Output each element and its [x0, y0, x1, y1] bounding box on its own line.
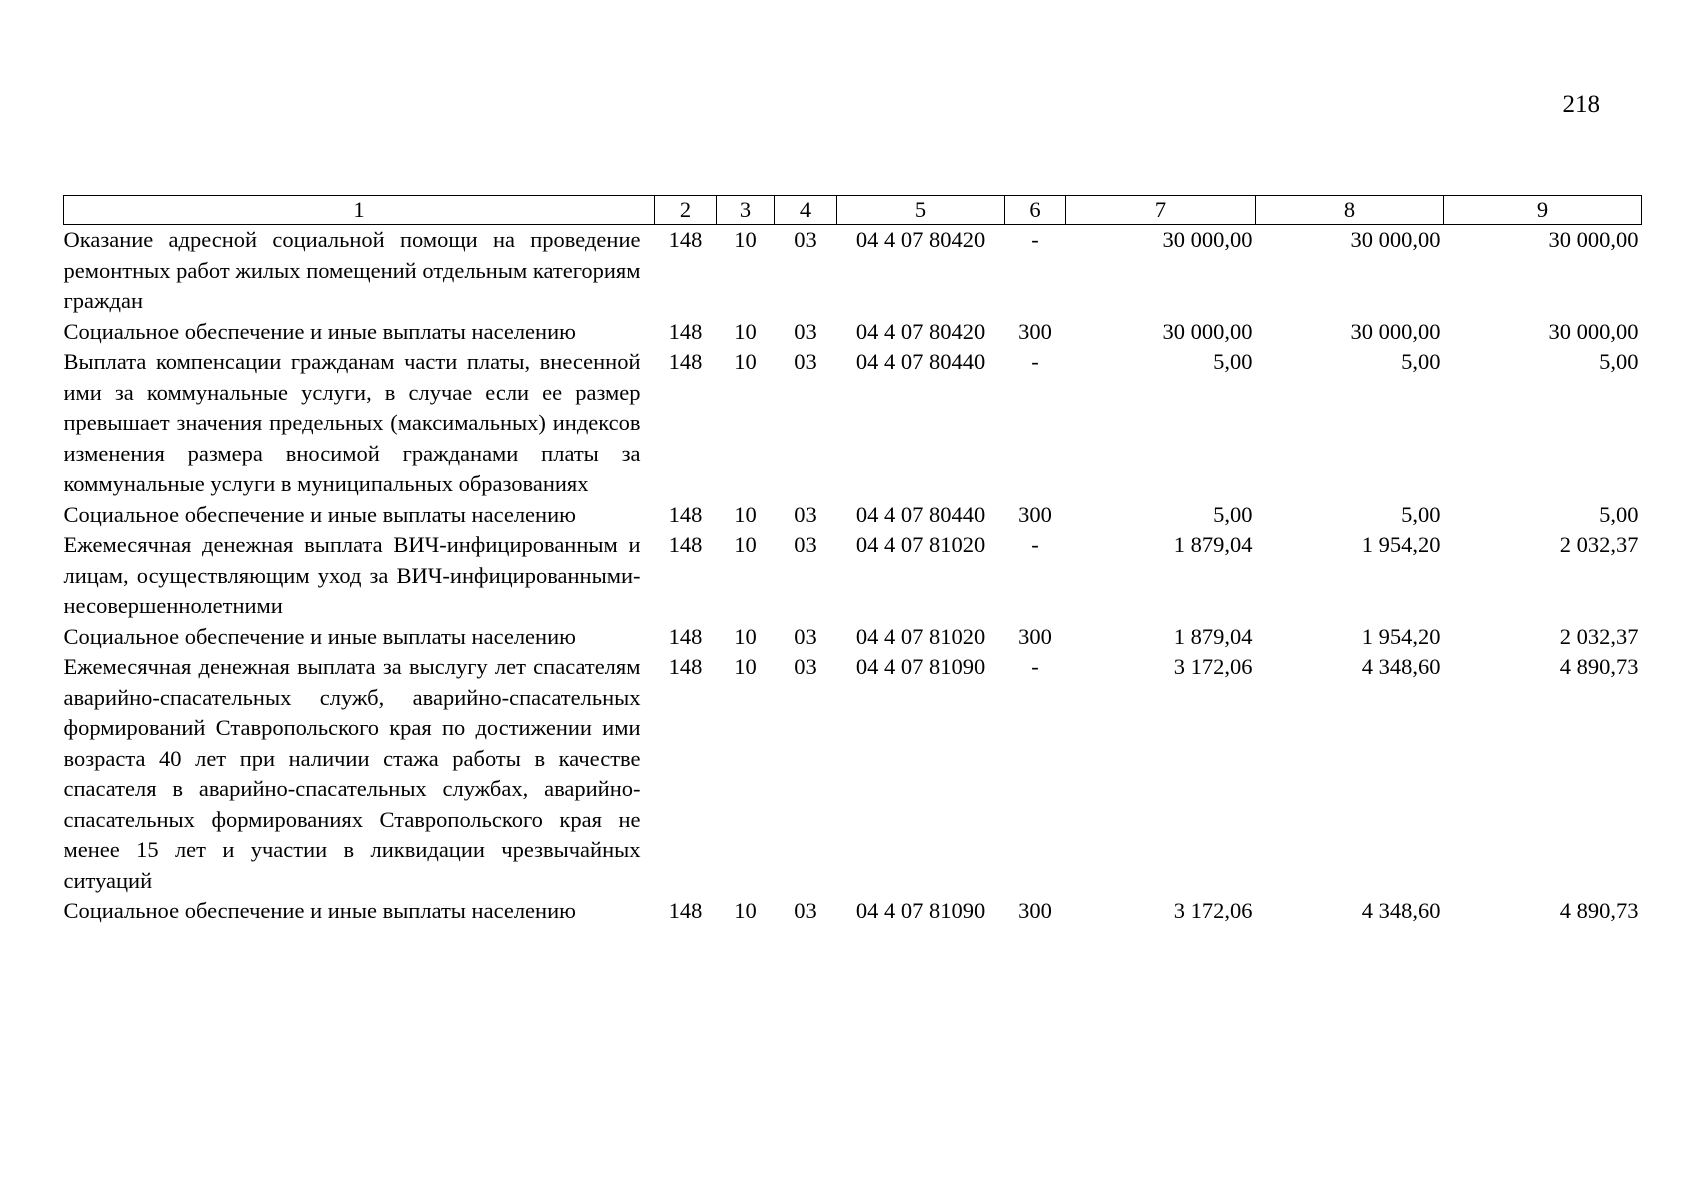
amount-col9: 30 000,00: [1548, 227, 1639, 252]
table-row: [64, 530, 1642, 622]
expense-name: Социальное обеспечение и иные выплаты населению: [63, 501, 576, 527]
amount-col8: 5,00: [1401, 501, 1441, 527]
table-row: [64, 225, 1642, 317]
column-header-2: 2: [655, 196, 717, 225]
amount-col9: 2 032,37: [1559, 623, 1639, 649]
amount-col8: 1 954,20: [1361, 532, 1441, 557]
section-code: 10: [734, 318, 757, 344]
ministry-code: 148: [668, 654, 703, 679]
amount-col8: 30 000,00: [1350, 227, 1441, 252]
section-code: 10: [734, 501, 757, 527]
amount-col9: 4 890,73: [1559, 898, 1639, 923]
ministry-code: 148: [668, 532, 703, 557]
column-header-4: 4: [775, 196, 837, 225]
column-header-8: 8: [1256, 196, 1444, 225]
subsection-code: 03: [794, 501, 817, 527]
amount-col7: 1 879,04: [1173, 623, 1253, 649]
expense-type-code: -: [1031, 654, 1039, 679]
section-code: 10: [734, 532, 757, 557]
amount-col9: 5,00: [1599, 501, 1639, 527]
expense-name: Социальное обеспечение и иные выплаты населению: [63, 623, 576, 649]
target-article-code: 04 4 07 81090: [855, 898, 986, 923]
section-code: 10: [734, 349, 757, 374]
ministry-code: 148: [668, 898, 703, 923]
table-row: [64, 500, 1642, 531]
table-row: [64, 652, 1642, 896]
amount-col9: 4 890,73: [1559, 654, 1639, 679]
expense-name: Выплата компенсации гражданам части платы, внесенной ими за коммунальные услуги, в случае если ее размер превышает значения предельных (максимальных) индексов изменения размера вносимой гражданами платы за коммунальные услуги в муниципальных образованиях: [63, 349, 641, 496]
ministry-code: 148: [668, 318, 703, 344]
expense-type-code: -: [1031, 532, 1039, 557]
target-article-code: 04 4 07 81020: [855, 532, 986, 557]
subsection-code: 03: [794, 532, 817, 557]
expense-type-code: -: [1031, 349, 1039, 374]
expense-name: Оказание адресной социальной помощи на проведение ремонтных работ жилых помещений отдельным категориям граждан: [63, 227, 641, 313]
column-header-5: 5: [837, 196, 1005, 225]
expense-type-code: 300: [1018, 898, 1052, 923]
column-header-6: 6: [1005, 196, 1066, 225]
section-code: 10: [734, 227, 757, 252]
expense-name: Социальное обеспечение и иные выплаты населению: [63, 898, 576, 923]
target-article-code: 04 4 07 80420: [855, 227, 986, 252]
target-article-code: 04 4 07 81090: [855, 654, 986, 679]
column-header-9: 9: [1444, 196, 1642, 225]
table-row: [64, 347, 1642, 500]
amount-col7: 5,00: [1213, 349, 1253, 374]
section-code: 10: [734, 654, 757, 679]
table-row: [64, 896, 1642, 927]
amount-col7: 3 172,06: [1173, 654, 1253, 679]
section-code: 10: [734, 898, 757, 923]
target-article-code: 04 4 07 80440: [855, 501, 986, 527]
expense-type-code: 300: [1018, 501, 1052, 527]
ministry-code: 148: [668, 349, 703, 374]
amount-col8: 1 954,20: [1361, 623, 1441, 649]
budget-table: [63, 195, 1642, 927]
amount-col7: 30 000,00: [1162, 318, 1253, 344]
amount-col9: 5,00: [1599, 349, 1639, 374]
subsection-code: 03: [794, 623, 817, 649]
expense-name: Ежемесячная денежная выплата за выслугу лет спасателям аварийно-спасательных служб, аварийно-спасательных формирований Ставропольского края по достижении ими возраста 40 лет при наличии стажа работы в качестве спасателя в аварийно-спасательных службах, аварийно-спасательных формированиях Ставропольского края не менее 15 лет и участии в ликвидации чрезвычайных ситуаций: [63, 654, 641, 893]
table-row: [64, 622, 1642, 653]
page-number: 218: [1562, 91, 1600, 118]
subsection-code: 03: [794, 654, 817, 679]
ministry-code: 148: [668, 623, 703, 649]
target-article-code: 04 4 07 80440: [855, 349, 986, 374]
amount-col9: 2 032,37: [1559, 532, 1639, 557]
section-code: 10: [734, 623, 757, 649]
amount-col8: 30 000,00: [1350, 318, 1441, 344]
ministry-code: 148: [668, 501, 703, 527]
column-header-1: 1: [64, 196, 655, 225]
expense-type-code: 300: [1018, 318, 1052, 344]
subsection-code: 03: [794, 318, 817, 344]
expense-type-code: -: [1031, 227, 1039, 252]
expense-name: Ежемесячная денежная выплата ВИЧ-инфицированным и лицам, осуществляющим уход за ВИЧ-инфицированными-несовершеннолетними: [63, 532, 641, 618]
subsection-code: 03: [794, 227, 817, 252]
ministry-code: 148: [668, 227, 703, 252]
amount-col9: 30 000,00: [1548, 318, 1639, 344]
amount-col7: 5,00: [1213, 501, 1253, 527]
amount-col7: 3 172,06: [1173, 898, 1253, 923]
amount-col7: 1 879,04: [1173, 532, 1253, 557]
subsection-code: 03: [794, 898, 817, 923]
amount-col8: 5,00: [1401, 349, 1441, 374]
column-header-3: 3: [717, 196, 775, 225]
column-header-7: 7: [1066, 196, 1256, 225]
target-article-code: 04 4 07 81020: [855, 623, 986, 649]
amount-col7: 30 000,00: [1162, 227, 1253, 252]
expense-type-code: 300: [1018, 623, 1052, 649]
subsection-code: 03: [794, 349, 817, 374]
expense-name: Социальное обеспечение и иные выплаты населению: [63, 318, 576, 344]
amount-col8: 4 348,60: [1361, 654, 1441, 679]
amount-col8: 4 348,60: [1361, 898, 1441, 923]
table-row: [64, 317, 1642, 348]
table-header-row: [64, 196, 1642, 225]
target-article-code: 04 4 07 80420: [855, 318, 986, 344]
